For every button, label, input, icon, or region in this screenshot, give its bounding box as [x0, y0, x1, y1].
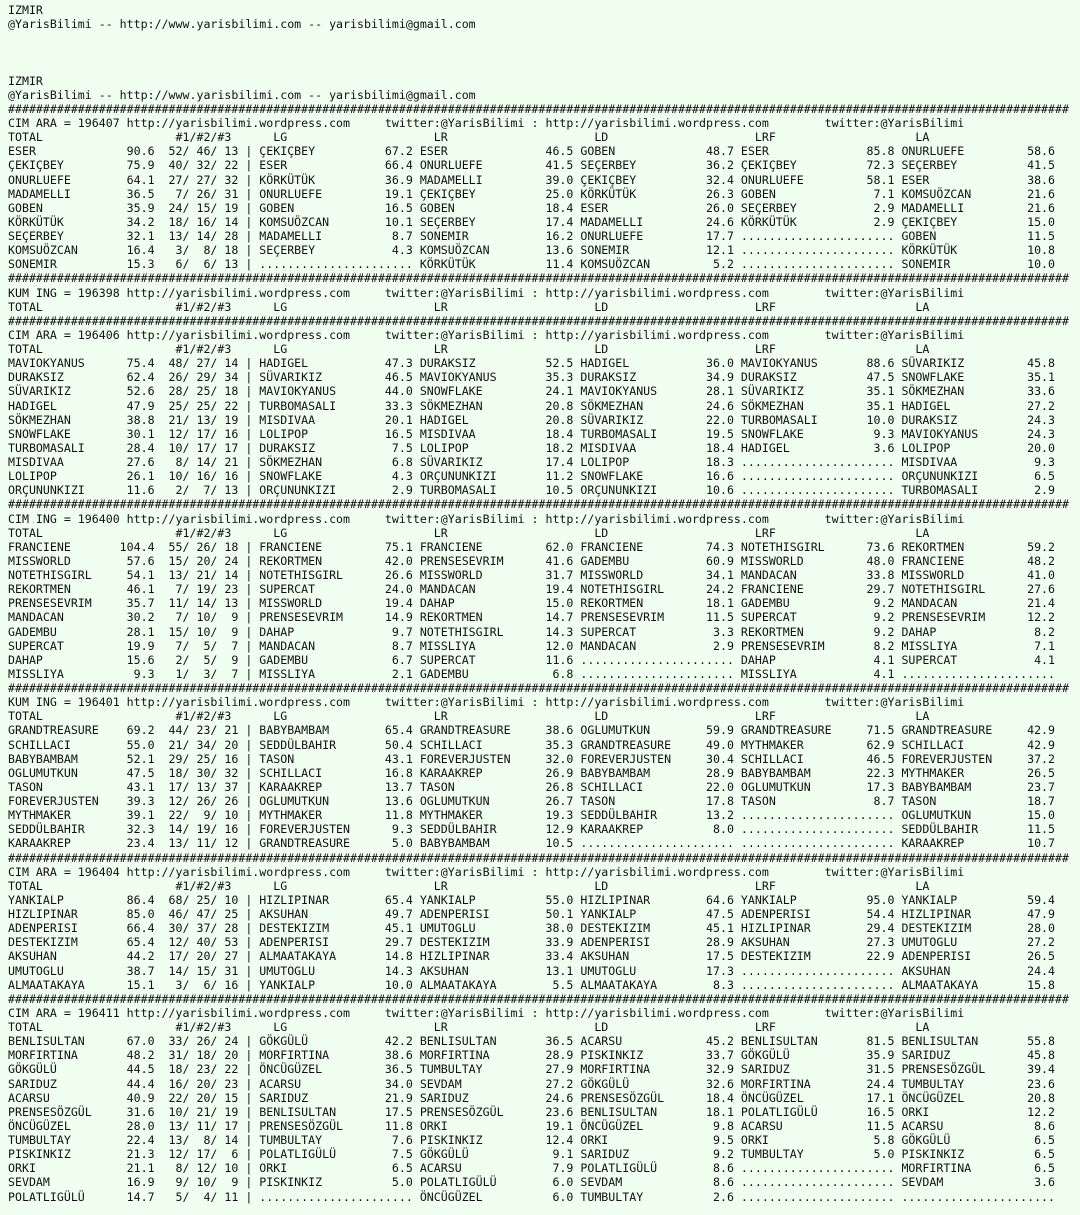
race-section-196401: [0, 681, 1080, 851]
stats-row: ADENPERISI 66.4 30/ 37/ 28 | DESTEKIZIM 45.1 UMUTOGLU 38.0 DESTEKIZIM 45.1 HIZLIPINAR 29.4 DESTEKIZIM 28.0: [8, 921, 1062, 936]
race-section-196400: [0, 497, 1080, 681]
race-section-196406: [0, 314, 1080, 498]
stats-row: DESTEKIZIM 65.4 12/ 40/ 53 | ADENPERISI 29.7 DESTEKIZIM 33.9 ADENPERISI 28.9 AKSUHAN 27.3 UMUTOGLU 27.2: [8, 935, 1062, 950]
stats-row: ALMAATAKAYA 15.1 3/ 6/ 16 | YANKIALP 10.0 ALMAATAKAYA 5.5 ALMAATAKAYA 8.3 ...................... ALMAATAKAYA 15.8: [8, 977, 1062, 992]
stats-row: ACARSU 40.9 22/ 20/ 15 | SARIDUZ 21.9 SARIDUZ 24.6 PRENSESÖZGÜL 18.4 ÖNCÜGÜZEL 17.1 ÖNCÜGÜZEL 20.8: [8, 1090, 1062, 1105]
stats-row: HIZLIPINAR 85.0 46/ 47/ 25 | AKSUHAN 49.7 ADENPERISI 50.1 YANKIALP 47.5 ADENPERISI 54.4 HIZLIPINAR 47.9: [8, 907, 1062, 921]
stats-row: GOBEN 35.9 24/ 15/ 19 | GOBEN 16.5 GOBEN 18.4 ESER 26.0 SEÇERBEY 2.9 MADAMELLI 21.6: [8, 200, 1062, 215]
stats-row: PRENSESÖZGÜL 31.6 10/ 21/ 19 | BENLISULTAN 17.5 PRENSESÖZGÜL 23.6 BENLISULTAN 18.1 POLATLIGÜLÜ 16.5 ORKI 12.2: [8, 1104, 1062, 1119]
tagline-label: @YarisBilimi -- http://www.yarisbilimi.com -- yarisbilimi@gmail.com: [8, 87, 476, 102]
stats-row: ORKI 21.1 8/ 12/ 10 | ORKI 6.5 ACARSU 7.9 POLATLIGÜLÜ 8.6 ...................... MORFIRTINA 6.5: [8, 1161, 1062, 1176]
race-title-line: KUM ING = 196401 http://yarisbilimi.wordpress.com twitter:@YarisBilimi : http://yarisbilimi.wordpress.com twitter:@YarisBilimi: [8, 695, 965, 710]
stats-row: ÖNCÜGÜZEL 28.0 13/ 11/ 17 | PRENSESÖZGÜL 11.8 ORKI 19.1 ÖNCÜGÜZEL 9.8 ACARSU 11.5 ACARSU 8.6: [8, 1118, 1062, 1133]
stats-row: KARAAKREP 23.4 13/ 11/ 12 | GRANDTREASURE 5.0 BABYBAMBAM 10.5 ...................... ...................... KARAAKREP 10.7: [8, 836, 1062, 851]
location-label: IZMIR: [8, 3, 43, 17]
stats-row: KOMSUÖZCAN 16.4 3/ 8/ 18 | SEÇERBEY 4.3 KOMSUÖZCAN 13.6 SONEMIR 12.1 ...................... KÖRKÜTÜK 10.8: [8, 243, 1062, 258]
tagline-label: @YarisBilimi -- http://www.yarisbilimi.com -- yarisbilimi@gmail.com: [8, 17, 476, 32]
stats-row: NOTETHISGIRL 54.1 13/ 21/ 14 | NOTETHISGIRL 26.6 MISSWORLD 31.7 MISSWORLD 34.1 MANDACAN 33.8 MISSWORLD 41.0: [8, 568, 1062, 582]
stats-row: SUPERCAT 19.9 7/ 5/ 7 | MANDACAN 8.7 MISSLIYA 12.0 MANDACAN 2.9 PRENSESEVRIM 8.2 MISSLIYA 7.1: [8, 638, 1062, 653]
separator-line: ########################################################################################################################################################: [8, 681, 1069, 695]
stats-row: SARIDUZ 44.4 16/ 20/ 23 | ACARSU 34.0 SEVDAM 27.2 GÖKGÜLÜ 32.6 MORFIRTINA 24.4 TUMBULTAY 23.6: [8, 1076, 1062, 1091]
race-report: [0, 102, 1080, 1204]
race-title-line: KUM ING = 196398 http://yarisbilimi.wordpress.com twitter:@YarisBilimi : http://yarisbilimi.wordpress.com twitter:@YarisBilimi: [8, 285, 965, 300]
stats-row: MISSWORLD 57.6 15/ 20/ 24 | REKORTMEN 42.0 PRENSESEVRIM 41.6 GADEMBU 60.9 MISSWORLD 48.0 FRANCIENE 48.2: [8, 553, 1062, 568]
column-header-line: TOTAL #1/#2/#3 LG LR LD LRF LA: [8, 130, 930, 145]
stats-row: AKSUHAN 44.2 17/ 20/ 27 | ALMAATAKAYA 14.8 HIZLIPINAR 33.4 AKSUHAN 17.5 DESTEKIZIM 22.9 ADENPERISI 26.5: [8, 949, 1062, 964]
race-title-line: CIM ARA = 196407 http://yarisbilimi.wordpress.com twitter:@YarisBilimi : http://yarisbilimi.wordpress.com twitter:@YarisBilimi: [8, 116, 965, 130]
column-header-line: TOTAL #1/#2/#3 LG LR LD LRF LA: [8, 709, 930, 724]
stats-row: OGLUMUTKUN 47.5 18/ 30/ 32 | SCHILLACI 16.8 KARAAKREP 26.9 BABYBAMBAM 28.9 BABYBAMBAM 22.3 MYTHMAKER 26.5: [8, 765, 1062, 780]
stats-row: HADIGEL 47.9 25/ 25/ 22 | TURBOMASALI 33.3 SÖKMEZHAN 20.8 SÖKMEZHAN 24.6 SÖKMEZHAN 35.1 HADIGEL 27.2: [8, 398, 1062, 413]
stats-row: UMUTOGLU 38.7 14/ 15/ 31 | UMUTOGLU 14.3 AKSUHAN 13.1 UMUTOGLU 17.3 ...................... AKSUHAN 24.4: [8, 963, 1062, 978]
stats-row: ORÇUNUNKIZI 11.6 2/ 7/ 13 | ORÇUNUNKIZI 2.9 TURBOMASALI 10.5 ORÇUNUNKIZI 10.6 ...................... TURBOMASALI 2.9: [8, 483, 1062, 498]
stats-row: POLATLIGÜLÜ 14.7 5/ 4/ 11 | ...................... ÖNCÜGÜZEL 6.0 TUMBULTAY 2.6 ...................... ......................: [8, 1189, 1062, 1204]
stats-row: KÖRKÜTÜK 34.2 18/ 16/ 14 | KOMSUÖZCAN 10.1 SEÇERBEY 17.4 MADAMELLI 24.6 KÖRKÜTÜK 2.9 ÇEKIÇBEY 15.0: [8, 214, 1062, 229]
separator-line: ########################################################################################################################################################: [8, 497, 1069, 512]
stats-row: TURBOMASALI 28.4 10/ 17/ 17 | DURAKSIZ 7.5 LOLIPOP 18.2 MISDIVAA 18.4 HADIGEL 3.6 LOLIPOP 20.0: [8, 440, 1062, 455]
race-section-196404: [0, 851, 1080, 992]
stats-row: REKORTMEN 46.1 7/ 19/ 23 | SUPERCAT 24.0 MANDACAN 19.4 NOTETHISGIRL 24.2 FRANCIENE 29.7 NOTETHISGIRL 27.6: [8, 582, 1062, 597]
race-section-196411: [0, 992, 1080, 1204]
separator-line: ########################################################################################################################################################: [8, 271, 1069, 286]
stats-row: ESER 90.6 52/ 46/ 13 | ÇEKIÇBEY 67.2 ESER 46.5 GOBEN 48.7 ESER 85.8 ONURLUEFE 58.6: [8, 144, 1062, 159]
stats-row: GADEMBU 28.1 15/ 10/ 9 | DAHAP 9.7 NOTETHISGIRL 14.3 SUPERCAT 3.3 REKORTMEN 9.2 DAHAP 8.2: [8, 624, 1062, 639]
stats-row: GRANDTREASURE 69.2 44/ 23/ 21 | BABYBAMBAM 65.4 GRANDTREASURE 38.6 OGLUMUTKUN 59.9 GRANDTREASURE 71.5 GRANDTREASURE 42.9: [8, 723, 1062, 738]
stats-row: SEÇERBEY 32.1 13/ 14/ 28 | MADAMELLI 8.7 SONEMIR 16.2 ONURLUEFE 17.7 ...................... GOBEN 11.5: [8, 229, 1062, 243]
separator-line: ########################################################################################################################################################: [8, 313, 1069, 328]
location-label: IZMIR: [8, 73, 43, 88]
stats-row: MADAMELLI 36.5 7/ 26/ 31 | ONURLUEFE 19.1 ÇEKIÇBEY 25.0 KÖRKÜTÜK 26.3 GOBEN 7.1 KOMSUÖZCAN 21.6: [8, 186, 1062, 201]
column-header-line: TOTAL #1/#2/#3 LG LR LD LRF LA: [8, 525, 930, 540]
stats-row: TASON 43.1 17/ 13/ 37 | KARAAKREP 13.7 TASON 26.8 SCHILLACI 22.0 OGLUMUTKUN 17.3 BABYBAMBAM 23.7: [8, 779, 1062, 794]
stats-row: BABYBAMBAM 52.1 29/ 25/ 16 | TASON 43.1 FOREVERJUSTEN 32.0 FOREVERJUSTEN 30.4 SCHILLACI 46.5 FOREVERJUSTEN 37.2: [8, 751, 1062, 766]
stats-row: PRENSESEVRIM 35.7 11/ 14/ 13 | MISSWORLD 19.4 DAHAP 15.0 REKORTMEN 18.1 GADEMBU 9.2 MANDACAN 21.4: [8, 596, 1062, 611]
stats-row: SEVDAM 16.9 9/ 10/ 9 | PISKINKIZ 5.0 POLATLIGÜLÜ 6.0 SEVDAM 8.6 ...................... SEVDAM 3.6: [8, 1175, 1062, 1190]
race-title-line: CIM ING = 196400 http://yarisbilimi.wordpress.com twitter:@YarisBilimi : http://yarisbilimi.wordpress.com twitter:@YarisBilimi: [8, 511, 965, 526]
stats-row: SEDDÜLBAHIR 32.3 14/ 19/ 16 | FOREVERJUSTEN 9.3 SEDDÜLBAHIR 12.9 KARAAKREP 8.0 ...................... SEDDÜLBAHIR 11.5: [8, 822, 1062, 837]
stats-row: BENLISULTAN 67.0 33/ 26/ 24 | GÖKGÜLÜ 42.2 BENLISULTAN 36.5 ACARSU 45.2 BENLISULTAN 81.5 BENLISULTAN 55.8: [8, 1034, 1062, 1049]
stats-row: SCHILLACI 55.0 21/ 34/ 20 | SEDDÜLBAHIR 50.4 SCHILLACI 35.3 GRANDTREASURE 49.0 MYTHMAKER 62.9 SCHILLACI 42.9: [8, 737, 1062, 752]
stats-row: SONEMIR 15.3 6/ 6/ 13 | ...................... KÖRKÜTÜK 11.4 KOMSUÖZCAN 5.2 ...................... SONEMIR 10.0: [8, 257, 1062, 272]
stats-row: FRANCIENE 104.4 55/ 26/ 18 | FRANCIENE 75.1 FRANCIENE 62.0 FRANCIENE 74.3 NOTETHISGIRL 73.6 REKORTMEN 59.2: [8, 539, 1062, 554]
column-header-line: TOTAL #1/#2/#3 LG LR LD LRF LA: [8, 1020, 930, 1034]
race-title-line: CIM ARA = 196411 http://yarisbilimi.wordpress.com twitter:@YarisBilimi : http://yarisbilimi.wordpress.com twitter:@YarisBilimi: [8, 1005, 965, 1020]
stats-row: TUMBULTAY 22.4 13/ 8/ 14 | TUMBULTAY 7.6 PISKINKIZ 12.4 ORKI 9.5 ORKI 5.8 GÖKGÜLÜ 6.5: [8, 1133, 1062, 1147]
separator-line: ########################################################################################################################################################: [8, 101, 1069, 116]
column-header-line: TOTAL #1/#2/#3 LG LR LD LRF LA: [8, 878, 930, 893]
stats-row: SÜVARIKIZ 52.6 28/ 25/ 18 | MAVIOKYANUS 44.0 SNOWFLAKE 24.1 MAVIOKYANUS 28.1 SÜVARIKIZ 35.1 SÖKMEZHAN 33.6: [8, 384, 1062, 399]
stats-row: SNOWFLAKE 30.1 12/ 17/ 16 | LOLIPOP 16.5 MISDIVAA 18.4 TURBOMASALI 19.5 SNOWFLAKE 9.3 MAVIOKYANUS 24.3: [8, 426, 1062, 441]
separator-line: ########################################################################################################################################################: [8, 850, 1069, 865]
stats-row: MISSLIYA 9.3 1/ 3/ 7 | MISSLIYA 2.1 GADEMBU 6.8 ...................... MISSLIYA 4.1 ......................: [8, 666, 1062, 681]
separator-line: ########################################################################################################################################################: [8, 991, 1069, 1006]
race-title-line: CIM ARA = 196406 http://yarisbilimi.wordpress.com twitter:@YarisBilimi : http://yarisbilimi.wordpress.com twitter:@YarisBilimi: [8, 327, 965, 342]
stats-row: PISKINKIZ 21.3 12/ 17/ 6 | POLATLIGÜLÜ 7.5 GÖKGÜLÜ 9.1 SARIDUZ 9.2 TUMBULTAY 5.0 PISKINKIZ 6.5: [8, 1147, 1062, 1162]
column-header-line: TOTAL #1/#2/#3 LG LR LD LRF LA: [8, 342, 930, 356]
stats-row: MAVIOKYANUS 75.4 48/ 27/ 14 | HADIGEL 47.3 DURAKSIZ 52.5 HADIGEL 36.0 MAVIOKYANUS 88.6 SÜVARIKIZ 45.8: [8, 356, 1062, 371]
stats-row: DAHAP 15.6 2/ 5/ 9 | GADEMBU 6.7 SUPERCAT 11.6 ...................... DAHAP 4.1 SUPERCAT 4.1: [8, 652, 1062, 667]
column-header-line: TOTAL #1/#2/#3 LG LR LD LRF LA: [8, 299, 930, 314]
stats-row: LOLIPOP 26.1 10/ 16/ 16 | SNOWFLAKE 4.3 ORÇUNUNKIZI 11.2 SNOWFLAKE 16.6 ...................... ORÇUNUNKIZI 6.5: [8, 469, 1062, 484]
stats-row: MYTHMAKER 39.1 22/ 9/ 10 | MYTHMAKER 11.8 MYTHMAKER 19.3 SEDDÜLBAHIR 13.2 ...................... OGLUMUTKUN 15.0: [8, 808, 1062, 823]
stats-row: MANDACAN 30.2 7/ 10/ 9 | PRENSESEVRIM 14.9 REKORTMEN 14.7 PRENSESEVRIM 11.5 SUPERCAT 9.2 PRENSESEVRIM 12.2: [8, 610, 1062, 625]
stats-row: ONURLUEFE 64.1 27/ 27/ 32 | KÖRKÜTÜK 36.9 MADAMELLI 39.0 ÇEKIÇBEY 32.4 ONURLUEFE 58.1 ESER 38.6: [8, 172, 1062, 187]
stats-row: SÖKMEZHAN 38.8 21/ 13/ 19 | MISDIVAA 20.1 HADIGEL 20.8 SÜVARIKIZ 22.0 TURBOMASALI 10.0 DURAKSIZ 24.3: [8, 412, 1062, 427]
stats-row: ÇEKIÇBEY 75.9 40/ 32/ 22 | ESER 66.4 ONURLUEFE 41.5 SEÇERBEY 36.2 ÇEKIÇBEY 72.3 SEÇERBEY 41.5: [8, 158, 1062, 173]
race-section-196407: [0, 102, 1080, 272]
stats-row: MISDIVAA 27.6 8/ 14/ 21 | SÖKMEZHAN 6.8 SÜVARIKIZ 17.4 LOLIPOP 18.3 ...................... MISDIVAA 9.3: [8, 455, 1062, 469]
stats-row: DURAKSIZ 62.4 26/ 29/ 34 | SÜVARIKIZ 46.5 MAVIOKYANUS 35.3 DURAKSIZ 34.9 DURAKSIZ 47.5 SNOWFLAKE 35.1: [8, 370, 1062, 385]
stats-row: YANKIALP 86.4 68/ 25/ 10 | HIZLIPINAR 65.4 YANKIALP 55.0 HIZLIPINAR 64.6 YANKIALP 95.0 YANKIALP 59.4: [8, 892, 1062, 907]
race-section-196398: [0, 271, 1080, 313]
stats-row: MORFIRTINA 48.2 31/ 18/ 20 | MORFIRTINA 38.6 MORFIRTINA 28.9 PISKINKIZ 33.7 GÖKGÜLÜ 35.9 SARIDUZ 45.8: [8, 1048, 1062, 1063]
page-header: [0, 3, 1080, 102]
stats-row: FOREVERJUSTEN 39.3 12/ 26/ 26 | OGLUMUTKUN 13.6 OGLUMUTKUN 26.7 TASON 17.8 TASON 8.7 TASON 18.7: [8, 794, 1062, 808]
race-title-line: CIM ARA = 196404 http://yarisbilimi.wordpress.com twitter:@YarisBilimi : http://yarisbilimi.wordpress.com twitter:@YarisBilimi: [8, 864, 965, 879]
stats-row: GÖKGÜLÜ 44.5 18/ 23/ 22 | ÖNCÜGÜZEL 36.5 TUMBULTAY 27.9 MORFIRTINA 32.9 SARIDUZ 31.5 PRENSESÖZGÜL 39.4: [8, 1062, 1062, 1077]
